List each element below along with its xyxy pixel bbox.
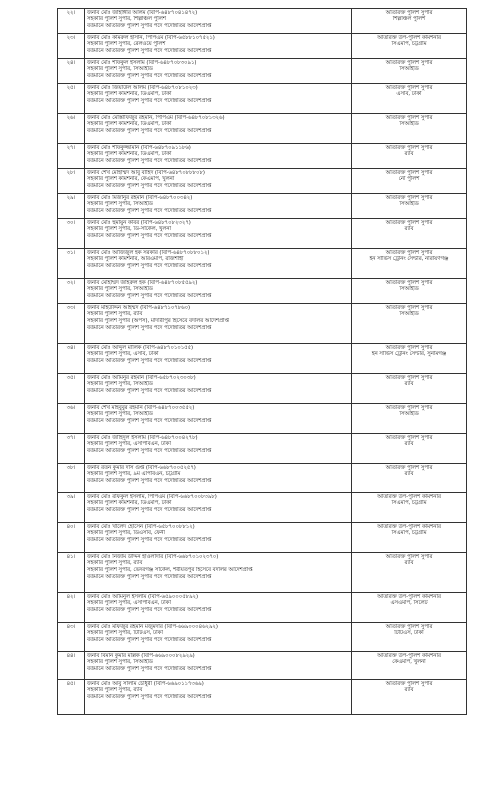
posting-designation: অতিরিক্ত পুলিশ সুপার (385, 249, 433, 256)
officer-details (85, 593, 352, 623)
table-row (58, 304, 467, 344)
officer-detail-line: বর্তমানে অতিরিক্ত পুলিশ সুপার পদে পদোন্নতির আদেশপ্রাপ্ত (87, 22, 212, 29)
officer-name: জনাব মোঃ রফিকুল ইসলাম, পিপিএম (বিপি-৬৬৮৭০০৮৩৯৮) (87, 493, 217, 500)
serial-number: ৪৪। (58, 652, 85, 680)
officer-name: জনাব মোঃ শফিকুল ইসলাম (বিপি-৬৪৮৭০৮৩০৯১) (87, 59, 197, 66)
officer-details (85, 84, 352, 114)
posting-designation: অতিরিক্ত পুলিশ সুপার (385, 553, 433, 560)
officer-detail-line: সহকারি পুলিশ সুপার, সিআইডি (87, 381, 153, 388)
new-posting (352, 593, 467, 623)
officer-details (85, 219, 352, 249)
officer-details (85, 344, 352, 374)
officer-detail-line: বর্তমানে অতিরিক্ত পুলিশ সুপার পদে পদোন্নতির আদেশপ্রাপ্ত (87, 182, 212, 189)
officer-name: জনাব রতন কুমার দাস গুপ্ত (বিপি-৬৬৮৭০০৫২৫৭) (87, 464, 196, 471)
officer-details (85, 623, 352, 652)
serial-number: ৪৫। (58, 680, 85, 715)
table-row (58, 194, 467, 219)
officer-detail-line: সহকারি পুলিশ সুপার, সিআইডি (87, 411, 153, 418)
officer-detail-line: বর্তমানে অতিরিক্ত পুলিশ সুপার পদে পদোন্নতির আদেশপ্রাপ্ত (87, 536, 212, 543)
officer-detail-line: সহকারি পুলিশ সুপার, র‌্যাব (87, 687, 143, 694)
officer-name: জনাব মোঃ মোস্তাফিজুর রহমান, পিপিএম (বিপি-৬৪৮৭০৮১৩২৬) (87, 114, 225, 121)
officer-name: জনাব মোঃ আমিনুর রহমান (বিপি-৬৫৮৭০২৩০৩৮) (87, 374, 196, 381)
posting-unit: র‌্যাব (404, 441, 414, 448)
posting-designation: অতিরিক্ত পুলিশ সুপার (385, 59, 433, 66)
posting-designation: অতিরিক্ত উপ-পুলিশ কমিশনার (377, 34, 441, 41)
serial-number: ৩০। (58, 219, 85, 249)
serial-number: ৩৪। (58, 344, 85, 374)
new-posting (352, 144, 467, 169)
serial-number: ৩১। (58, 249, 85, 279)
officer-detail-line: বর্তমানে অতিরিক্ত পুলিশ সুপার পদে পদোন্নতির আদেশপ্রাপ্ত (87, 693, 212, 700)
serial-number: ২৯। (58, 194, 85, 219)
officer-details (85, 9, 352, 34)
officer-name: জনাব মোঃ জিয়াউল আলম (বিপি-৬৪৮৭০৮১০২৩) (87, 84, 198, 91)
posting-unit: সিআইডি (399, 121, 419, 128)
officer-detail-line: সহকারি পুলিশ সুপার, সিআইডি (87, 286, 153, 293)
officer-detail-line: বর্তমানে অতিরিক্ত পুলিশ সুপার পদে পদোন্নতির আদেশপ্রাপ্ত (87, 573, 212, 580)
posting-unit: সিআইডি (399, 411, 419, 418)
officer-name: জনাব শেখ মোহাম্মদ আবু বাহিদ (বিপি-৬৪৮৭০৮৮৮০৮) (87, 169, 205, 176)
officer-name: জনাব মোঃ জাহিদুল ইসলাম (বিপি-৬৪৮৭০০৪২৭৮) (87, 434, 198, 441)
posting-unit: সিএমপি, চট্টগ্রাম (391, 530, 427, 537)
table-row (58, 114, 467, 144)
officer-details (85, 404, 352, 434)
officer-detail-line: বর্তমানে অতিরিক্ত পুলিশ সুপার পদে পদোন্নতির আদেশপ্রাপ্ত (87, 636, 212, 643)
new-posting (352, 84, 467, 114)
officer-details (85, 434, 352, 464)
officer-detail-line: সহকারি পুলিশ সুপার, এসবি, ঢাকা (87, 351, 159, 358)
officer-detail-line: বর্তমানে অতিরিক্ত পুলিশ সুপার পদে পদোন্নতির আদেশপ্রাপ্ত (87, 387, 212, 394)
officer-name: জনাব মোঃ আব্দুল মালিক (বিপি-৬৪৮৭০১০১৫৫) (87, 344, 194, 351)
officer-detail-line: বর্তমানে অতিরিক্ত পুলিশ সুপার পদে পদোন্নতির আদেশপ্রাপ্ত (87, 127, 212, 134)
table-row (58, 523, 467, 553)
table-row (58, 59, 467, 84)
posting-designation: অতিরিক্ত পুলিশ সুপার (385, 434, 433, 441)
new-posting (352, 493, 467, 523)
officer-details (85, 493, 352, 523)
transfer-order-table (57, 8, 467, 715)
new-posting (352, 434, 467, 464)
new-posting (352, 623, 467, 652)
officer-details (85, 374, 352, 404)
posting-designation: অতিরিক্ত উপ-পুলিশ কমিশনার (377, 652, 441, 659)
table-row (58, 493, 467, 523)
table-row (58, 279, 467, 304)
posting-unit: সিআইডি (399, 66, 419, 73)
officer-detail-line: সহকারি পুলিশ কমিশনার, ডিএমপি, ঢাকা (87, 121, 172, 128)
officer-name: জনাব মোঃ খালেদ হোসেন (বিপি-৬৫৮৭০০৮৮১২) (87, 523, 195, 530)
serial-number: ৪০। (58, 523, 85, 553)
serial-number: ২৫। (58, 84, 85, 114)
posting-unit: র‌্যাব (404, 560, 414, 567)
officer-detail-line: সহকারি পুলিশ সুপার, ভেদরগঞ্জ সার্কেল, শরীয়তপুর হিসেবে বদলির আদেশপ্রাপ্ত (87, 566, 253, 573)
officer-detail-line: সহকারি পুলিশ সুপার, র‌্যাব (87, 311, 143, 318)
officer-detail-line: বর্তমানে অতিরিক্ত পুলিশ সুপার পদে পদোন্নতির আদেশপ্রাপ্ত (87, 606, 212, 613)
table-row (58, 623, 467, 652)
officer-detail-line: সহকারি পুলিশ কমিশনার, ডিএমপি, ঢাকা (87, 151, 172, 158)
officer-detail-line: বর্তমানে অতিরিক্ত পুলিশ সুপার পদে পদোন্নতির আদেশপ্রাপ্ত (87, 292, 212, 299)
new-posting (352, 249, 467, 279)
serial-number: ৪১। (58, 553, 85, 593)
posting-unit: এসএমপি, সিলেট (390, 600, 428, 607)
officer-detail-line: সহকারি পুলিশ সুপার, টিটিএস, ঢাকা (87, 630, 163, 637)
serial-number: ২৩। (58, 34, 85, 59)
posting-unit: ইন সার্ভিস ট্রেনিং সেন্টার, সুনামগঞ্জ (371, 351, 447, 358)
posting-designation: অতিরিক্ত পুলিশ সুপার (385, 9, 433, 16)
officer-name: জনাব মোঃ মফিজুর রহমান মজুমদার (বিপি-৬৬৯০০০৪৬২৯২) (87, 623, 218, 630)
officer-detail-line: সহকারি পুলিশ সুপার, রেলওয়ে পুলিশ (87, 41, 166, 48)
officer-details (85, 652, 352, 680)
officer-detail-line: সহকারি পুলিশ সুপার, এসপিবিএন, ঢাকা (87, 600, 171, 607)
serial-number: ৩৩। (58, 304, 85, 344)
new-posting (352, 34, 467, 59)
officer-details (85, 680, 352, 715)
officer-details (85, 34, 352, 59)
posting-unit: টিটিএস, ঢাকা (394, 630, 424, 637)
officer-name: জনাব মোঃ নিজাম উদ্দিন হাওলাদার (বিপি-৬৬৮৭০১০২৩৭০) (87, 553, 219, 560)
new-posting (352, 304, 467, 344)
posting-designation: অতিরিক্ত পুলিশ সুপার (385, 304, 433, 311)
posting-unit: র‌্যাব (404, 687, 414, 694)
serial-number: ৩৭। (58, 434, 85, 464)
table-row (58, 9, 467, 34)
new-posting (352, 169, 467, 194)
serial-number: ২৬। (58, 114, 85, 144)
posting-unit: সিআইডি (399, 311, 419, 318)
officer-detail-line: বর্তমানে অতিরিক্ত পুলিশ সুপার পদে পদোন্নতির আদেশপ্রাপ্ত (87, 324, 212, 331)
officer-details (85, 279, 352, 304)
posting-designation: অতিরিক্ত উপ-পুলিশ কমিশনার (377, 593, 441, 600)
officer-detail-line: সহকারি পুলিশ সুপার, ডিএসবি, ফেনী (87, 530, 165, 537)
new-posting (352, 553, 467, 593)
new-posting (352, 404, 467, 434)
officer-details (85, 114, 352, 144)
officer-detail-line: সহকারি পুলিশ সুপার, র‌্যাব (87, 560, 143, 567)
table-row (58, 553, 467, 593)
officer-name: জনাব মহিউদ্দিন আহম্মদ (বিপি-৬৪৮৭১০৭৮৬০) (87, 304, 191, 311)
officer-detail-line: বর্তমানে অতিরিক্ত পুলিশ সুপার পদে পদোন্নতির আদেশপ্রাপ্ত (87, 97, 212, 104)
table-row (58, 169, 467, 194)
officer-name: জনাব মোঃ মিজানুর রহমান (বিপি-৬৪৮৭০০৩৪২) (87, 194, 193, 201)
table-row (58, 464, 467, 493)
posting-unit: সিএমপি, চট্টগ্রাম (391, 500, 427, 507)
officer-details (85, 304, 352, 344)
posting-designation: অতিরিক্ত পুলিশ সুপার (385, 404, 433, 411)
posting-designation: অতিরিক্ত পুলিশ সুপার (385, 169, 433, 176)
serial-number: ৩৬। (58, 404, 85, 434)
table-row (58, 680, 467, 715)
officer-name: জনাব মোহাম্মদ জহিরুল হক (বিপি-৬৪৮৭০৮৫৫৯২) (87, 279, 198, 286)
officer-details (85, 249, 352, 279)
posting-unit: ইন সার্ভিস ট্রেনিং সেন্টার, নারায়ণগঞ্জ (369, 256, 449, 263)
new-posting (352, 523, 467, 553)
new-posting (352, 374, 467, 404)
officer-detail-line: সহকারি পুলিশ সুপার, শিল্পাঞ্চল পুলিশ (87, 16, 166, 23)
posting-unit: র‌্যাব (404, 151, 414, 158)
officer-detail-line: সহকারি পুলিশ সুপার, ডি-সার্কেল, খুলনা (87, 226, 172, 233)
posting-designation: অতিরিক্ত পুলিশ সুপার (385, 374, 433, 381)
new-posting (352, 9, 467, 34)
transfer-order-body (58, 9, 467, 715)
officer-detail-line: বর্তমানে অতিরিক্ত পুলিশ সুপার পদে পদোন্নতির আদেশপ্রাপ্ত (87, 417, 212, 424)
serial-number: ৩২। (58, 279, 85, 304)
officer-name: জনাব মোঃ আবু সালাম চৌধুরী (বিপি-৬৬৯০১১৭৩৬৯) (87, 680, 204, 687)
serial-number: ২৮। (58, 169, 85, 194)
officer-details (85, 464, 352, 493)
serial-number: ২২। (58, 9, 85, 34)
officer-detail-line: সহকারি পুলিশ সুপার (অপস), মাদারীপুর হিসেবে বদলির আদেশপ্রাপ্ত (87, 317, 229, 324)
posting-unit: র‌্যাব (404, 381, 414, 388)
officer-detail-line: বর্তমানে অতিরিক্ত পুলিশ সুপার পদে পদোন্নতির আদেশপ্রাপ্ত (87, 47, 212, 54)
officer-detail-line: বর্তমানে অতিরিক্ত পুলিশ সুপার পদে পদোন্নতির আদেশপ্রাপ্ত (87, 157, 212, 164)
table-row (58, 434, 467, 464)
officer-name: জনাব মোঃ জাহাঙ্গীর আলম (বিপি-৬৪৮৭০৪১৪৭২) (87, 9, 198, 16)
table-row (58, 219, 467, 249)
officer-details (85, 553, 352, 593)
new-posting (352, 114, 467, 144)
posting-designation: অতিরিক্ত উপ-পুলিশ কমিশনার (377, 523, 441, 530)
officer-name: জনাব মোঃ আমিনুল ইসলাম (বিপি-৬৫৯০০০৫৮৯২) (87, 593, 199, 600)
posting-unit: র‌্যাব (404, 226, 414, 233)
posting-designation: অতিরিক্ত উপ-পুলিশ কমিশনার (377, 493, 441, 500)
table-row (58, 652, 467, 680)
table-row (58, 34, 467, 59)
posting-designation: অতিরিক্ত পুলিশ সুপার (385, 623, 433, 630)
officer-detail-line: বর্তমানে অতিরিক্ত পুলিশ সুপার পদে পদোন্নতির আদেশপ্রাপ্ত (87, 207, 212, 214)
serial-number: ৪৩। (58, 623, 85, 652)
posting-designation: অতিরিক্ত পুলিশ সুপার (385, 84, 433, 91)
posting-designation: অতিরিক্ত পুলিশ সুপার (385, 194, 433, 201)
new-posting (352, 652, 467, 680)
posting-designation: অতিরিক্ত পুলিশ সুপার (385, 464, 433, 471)
table-row (58, 249, 467, 279)
officer-name: জনাব মোঃ হুমায়ুন কবির (বিপি-৬৪৮৭০৮২৩২৭) (87, 219, 191, 226)
serial-number: ২৪। (58, 59, 85, 84)
new-posting (352, 344, 467, 374)
new-posting (352, 464, 467, 493)
officer-detail-line: সহকারি পুলিশ কমিশনার, ডিএমপি, ঢাকা (87, 500, 172, 507)
officer-name: জনাব মোঃ কামরুল হাসান, পিপিএম (বিপি-৬৫৮৮১০৭৫২১) (87, 34, 215, 41)
officer-detail-line: সহকারি পুলিশ সুপার, সিআইডি (87, 659, 153, 666)
new-posting (352, 194, 467, 219)
serial-number: ২৭। (58, 144, 85, 169)
officer-detail-line: বর্তমানে অতিরিক্ত পুলিশ সুপার পদে পদোন্নতির আদেশপ্রাপ্ত (87, 72, 212, 79)
officer-detail-line: বর্তমানে অতিরিক্ত পুলিশ সুপার পদে পদোন্নতির আদেশপ্রাপ্ত (87, 447, 212, 454)
officer-detail-line: সহকারি পুলিশ সুপার, সিআইডি (87, 201, 153, 208)
officer-detail-line: বর্তমানে অতিরিক্ত পুলিশ সুপার পদে পদোন্নতির আদেশপ্রাপ্ত (87, 477, 212, 484)
officer-detail-line: বর্তমানে অতিরিক্ত পুলিশ সুপার পদে পদোন্নতির আদেশপ্রাপ্ত (87, 357, 212, 364)
posting-designation: অতিরিক্ত পুলিশ সুপার (385, 279, 433, 286)
officer-name: জনাব মোঃ আজিজুল হক সরকার (বিপি-৬৪৮৭০৮৮০১২) (87, 249, 210, 256)
posting-designation: অতিরিক্ত পুলিশ সুপার (385, 144, 433, 151)
officer-details (85, 194, 352, 219)
table-row (58, 144, 467, 169)
officer-detail-line: সহকারি পুলিশ সুপার, এসপিবিএন, ঢাকা (87, 441, 171, 448)
posting-unit: কেএমপি, খুলনা (392, 659, 426, 666)
officer-detail-line: বর্তমানে অতিরিক্ত পুলিশ সুপার পদে পদোন্নতির আদেশপ্রাপ্ত (87, 262, 212, 269)
posting-unit: সিআইডি (399, 201, 419, 208)
table-row (58, 344, 467, 374)
table-row (58, 84, 467, 114)
new-posting (352, 279, 467, 304)
officer-details (85, 523, 352, 553)
posting-designation: অতিরিক্ত পুলিশ সুপার (385, 680, 433, 687)
posting-unit: শিল্পাঞ্চল পুলিশ (392, 16, 426, 23)
serial-number: ৩৯। (58, 493, 85, 523)
officer-details (85, 59, 352, 84)
posting-designation: অতিরিক্ত পুলিশ সুপার (385, 344, 433, 351)
officer-name: জনাব বিমান কুমার মল্লিক (বিপি-৬৬৯০০০৮২৯২৯) (87, 652, 195, 659)
serial-number: ৩৫। (58, 374, 85, 404)
officer-details (85, 169, 352, 194)
serial-number: ৩৮। (58, 464, 85, 493)
officer-detail-line: বর্তমানে অতিরিক্ত পুলিশ সুপার পদে পদোন্নতির আদেশপ্রাপ্ত (87, 232, 212, 239)
officer-name: জনাব মোঃ শফিকুজ্জামান (বিপি-৬৪৮৭০৯১১৮৬) (87, 144, 191, 151)
officer-name: জনাব শেখ মাহবুবুর রহমান (বিপি-৬৪৮৭০০৩৫৫২) (87, 404, 195, 411)
posting-unit: সিআইডি (399, 286, 419, 293)
new-posting (352, 59, 467, 84)
officer-detail-line: সহকারি পুলিশ কমিশনার, কেএমপি, খুলনা (87, 176, 175, 183)
officer-detail-line: বর্তমানে অতিরিক্ত পুলিশ সুপার পদে পদোন্নতির আদেশপ্রাপ্ত (87, 506, 212, 513)
table-row (58, 404, 467, 434)
officer-detail-line: সহকারি পুলিশ সুপার, ৯ম এপিবিএন, চট্টগ্রাম (87, 471, 181, 478)
table-row (58, 593, 467, 623)
posting-unit: সিএমপি, চট্টগ্রাম (391, 41, 427, 48)
posting-unit: নৌ পুলিশ (398, 176, 420, 183)
posting-designation: অতিরিক্ত পুলিশ সুপার (385, 219, 433, 226)
officer-details (85, 144, 352, 169)
posting-unit: এসবি, ঢাকা (396, 91, 422, 98)
posting-designation: অতিরিক্ত পুলিশ সুপার (385, 114, 433, 121)
posting-unit: র‌্যাব (404, 471, 414, 478)
table-row (58, 374, 467, 404)
new-posting (352, 219, 467, 249)
officer-detail-line: সহকারি পুলিশ কমিশনার, আরএমপি, রাজশাহী (87, 256, 184, 263)
new-posting (352, 680, 467, 715)
serial-number: ৪২। (58, 593, 85, 623)
officer-detail-line: সহকারি পুলিশ কমিশনার, ডিএমপি, ঢাকা (87, 91, 172, 98)
officer-detail-line: বর্তমানে অতিরিক্ত পুলিশ সুপার পদে পদোন্নতির আদেশপ্রাপ্ত (87, 665, 212, 672)
officer-detail-line: সহকারি পুলিশ সুপার, সিআইডি (87, 66, 153, 73)
